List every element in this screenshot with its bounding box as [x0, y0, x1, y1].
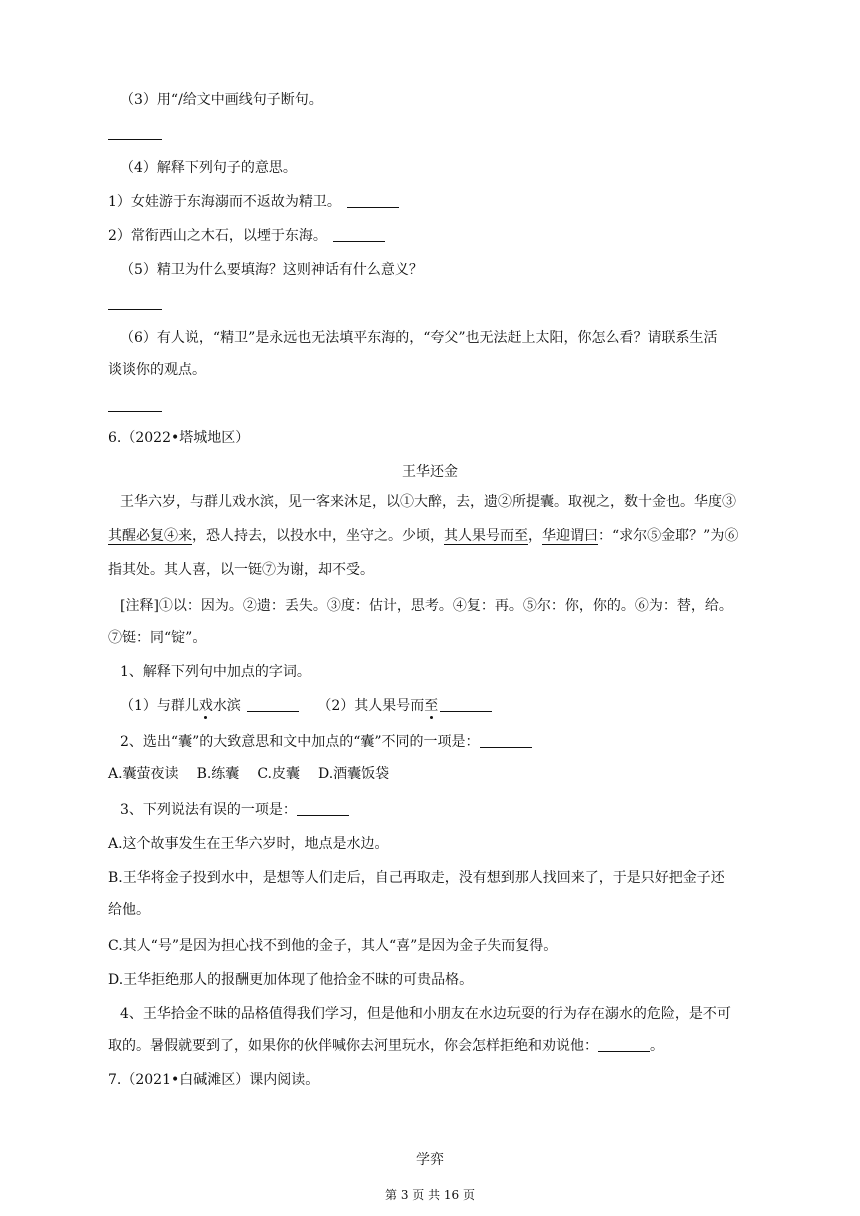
q6-s3-b-line1: B.王华将金子投到水中，是想等人们走后，自己再取走，没有想到那人找回来了，于是只好把金子还 [108, 870, 725, 886]
answer-blank[interactable] [598, 1037, 650, 1052]
q5-sub6-line1: （6）有人说，“精卫”是永远也无法填平东海的，“夸父”也无法赶上太阳，你怎么看？请联系生活 [120, 330, 718, 346]
answer-blank[interactable] [108, 124, 162, 144]
q7-title: 学弈 [416, 1152, 444, 1168]
page-footer: 第 3 页 共 16 页 [385, 1188, 475, 1202]
q5-sub4-2: 2）常衔西山之木石，以堙于东海。 [108, 226, 385, 246]
q5-sub5: （5）精卫为什么要填海？这则神话有什么意义？ [120, 262, 423, 278]
q6-s3-a: A.这个故事发生在王华六岁时，地点是水边。 [108, 836, 389, 852]
answer-blank[interactable] [347, 193, 399, 208]
q6-s2-options [108, 764, 407, 784]
q6-s3: 3、下列说法有误的一项是： [120, 800, 349, 820]
q6-s3-c: C.其人“号”是因为担心找不到他的金子，其人“喜”是因为金子失而复得。 [108, 938, 558, 954]
q5-sub4-1: 1）女娃游于东海溺而不返故为精卫。 [108, 192, 399, 212]
q6-note-line1: [注释]①以：因为。②遗：丢失。③度：估计，思考。④复：再。⑤尔：你，你的。⑥为：替，给。 [120, 598, 733, 614]
option-d: D.酒囊饭袋 [317, 766, 390, 782]
q6-s1-items: （1）与群儿戏水滨 （2）其人果号而至 [120, 696, 492, 716]
q6-s3-d: D.王华拒绝那人的报酬更加体现了他拾金不昧的可贵品格。 [108, 972, 474, 988]
q5-sub6-line2: 谈谈你的观点。 [108, 362, 206, 378]
answer-blank[interactable] [108, 396, 162, 416]
q6-s2: 2、选出“囊”的大致意思和文中加点的“囊”不同的一项是： [120, 732, 532, 752]
q7-header: 7.（2021•白碱滩区）课内阅读。 [108, 1072, 320, 1088]
option-c: C.皮囊 [257, 766, 300, 782]
option-a: A.囊萤夜读 [108, 766, 179, 782]
q6-title: 王华还金 [402, 464, 458, 480]
q6-passage-line3: 指其处。其人喜，以一铤⑦为谢，却不受。 [108, 562, 374, 578]
answer-blank[interactable] [440, 697, 492, 712]
answer-blank[interactable] [333, 227, 385, 242]
answer-blank[interactable] [108, 294, 162, 314]
q5-sub4: （4）解释下列句子的意思。 [120, 160, 297, 176]
answer-blank[interactable] [247, 697, 299, 712]
q6-s3-b-line2: 给他。 [108, 902, 150, 918]
q6-header: 6.（2022•塔城地区） [108, 430, 250, 446]
answer-blank[interactable] [297, 801, 349, 816]
q6-s1: 1、解释下列句中加点的字词。 [120, 664, 311, 680]
q6-s4-line1: 4、王华拾金不昧的品格值得我们学习，但是他和小朋友在水边玩耍的行为存在溺水的危险，是不可 [120, 1006, 731, 1022]
q6-passage-line2: 其醒必复④来，恐人持去，以投水中，坐守之。少顷，其人果号而至，华迎谓曰：“求尔⑤金耶？”为⑥ [108, 528, 739, 544]
q5-sub3: （3）用“/给文中画线句子断句。 [120, 92, 323, 108]
q6-s4-line2: 取的。暑假就要到了，如果你的伙伴喊你去河里玩水，你会怎样拒绝和劝说他： 。 [108, 1038, 664, 1054]
q6-passage-line1: 王华六岁，与群儿戏水滨，见一客来沐足，以①大醉，去，遗②所提囊。取视之，数十金也。华度③ [120, 494, 736, 510]
q6-note-line2: ⑦铤：同“锭”。 [108, 630, 207, 646]
answer-blank[interactable] [480, 733, 532, 748]
option-b: B.练囊 [196, 766, 240, 782]
